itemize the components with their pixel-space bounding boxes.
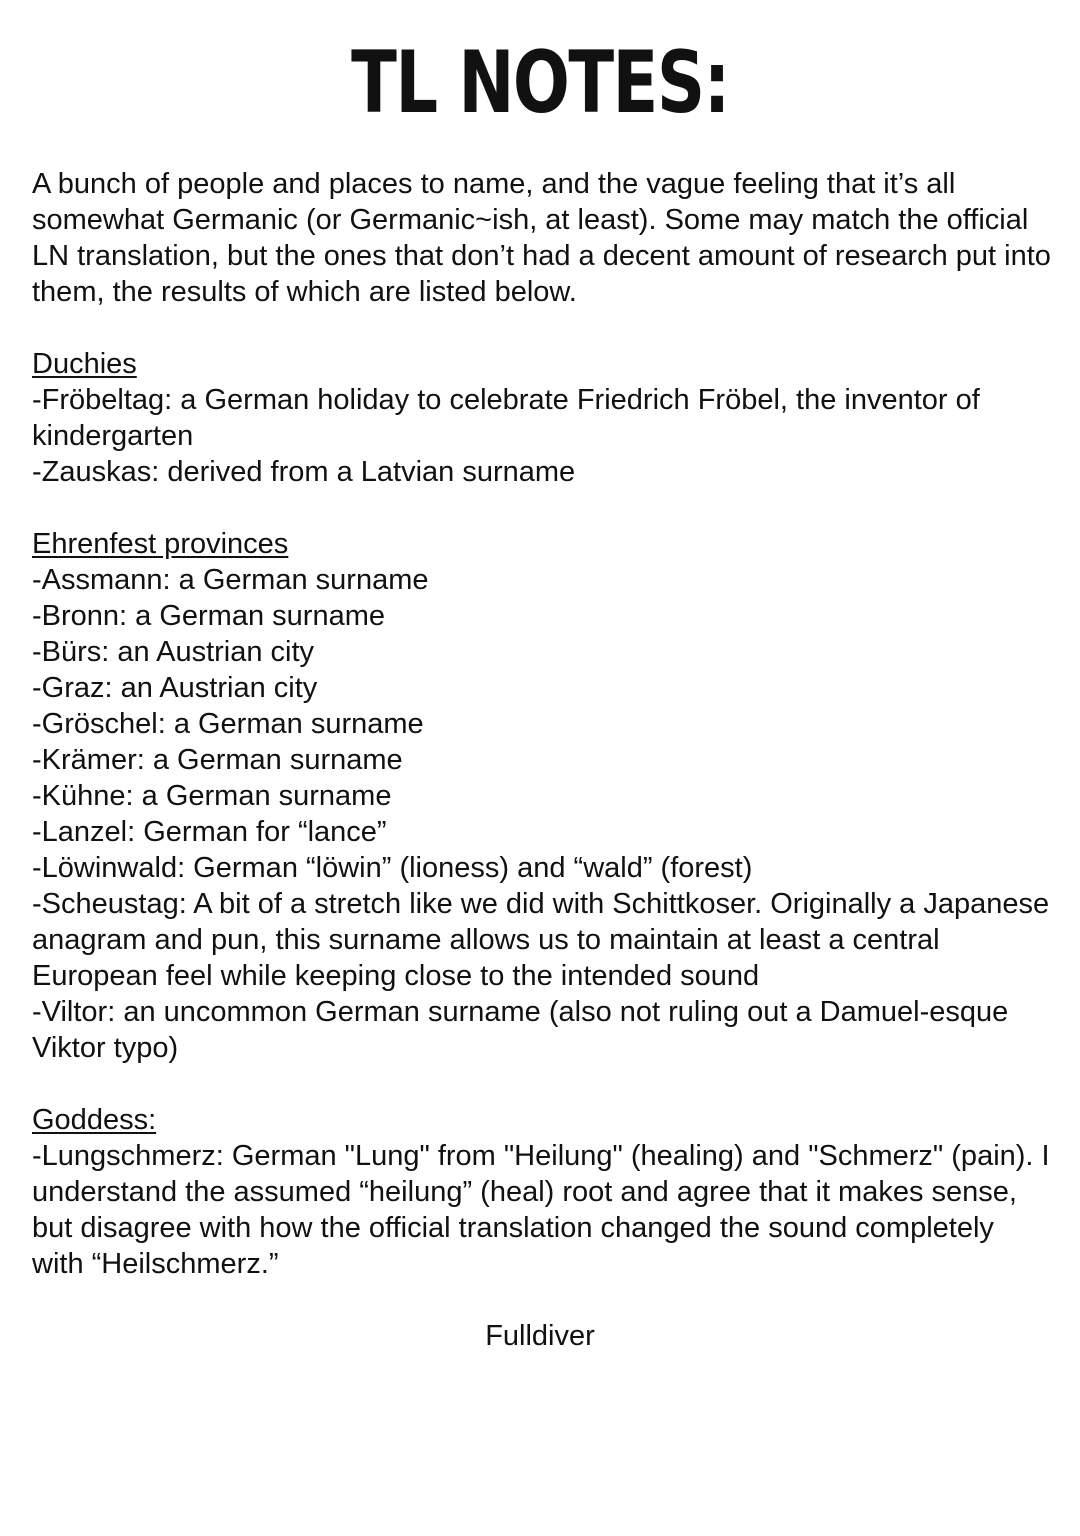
- notes-body: [32, 166, 1052, 1318]
- entry-bronn: -Bronn: a German surname: [32, 600, 385, 632]
- entry-kuhne: -Kühne: a German surname: [32, 780, 392, 812]
- entry-burs: -Bürs: an Austrian city: [32, 636, 315, 668]
- entry-zauskas: -Zauskas: derived from a Latvian surname: [32, 456, 576, 488]
- entry-assmann: -Assmann: a German surname: [32, 564, 429, 596]
- entry-lungschmerz: -Lungschmerz: German "Lung" from "Heilung" (healing) and "Schmerz" (pain). I understand the assumed “heilung” (heal) root and agree that it makes sense, but disagree with how the official translation changed the sound completely with “Heilschmerz.”: [32, 1140, 1050, 1280]
- entry-scheustag: -Scheustag: A bit of a stretch like we did with Schittkoser. Originally a Japanese anagram and pun, this surname allows us to maintain at least a central European feel while keeping close to the intended sound: [32, 888, 1050, 992]
- section-heading: Duchies: [32, 348, 137, 380]
- section-duchies: [32, 346, 1052, 490]
- entry-viltor: -Viltor: an uncommon German surname (also not ruling out a Damuel-esque Viktor typo): [32, 996, 1009, 1064]
- entry-lanzel: -Lanzel: German for “lance”: [32, 816, 387, 848]
- entry-groschel: -Gröschel: a German surname: [32, 708, 424, 740]
- section-ehrenfest-provinces: [32, 526, 1052, 1066]
- intro-paragraph: A bunch of people and places to name, and the vague feeling that it’s all somewhat Germanic (or Germanic~ish, at least). Some may match the official LN translation, but the ones that don’t had a decent amount of research put into them, the results of which are listed below.: [32, 168, 1051, 308]
- entry-frobeltag: -Fröbeltag: a German holiday to celebrate Friedrich Fröbel, the inventor of kindergarten: [32, 384, 980, 452]
- section-goddess: [32, 1102, 1052, 1282]
- entry-kramer: -Krämer: a German surname: [32, 744, 403, 776]
- section-heading: Ehrenfest provinces: [32, 528, 289, 560]
- page-title: TL NOTES:: [351, 33, 729, 133]
- section-heading: Goddess:: [32, 1104, 157, 1136]
- entry-lowinwald: -Löwinwald: German “löwin” (lioness) and “wald” (forest): [32, 852, 753, 884]
- translator-signature: Fulldiver: [485, 1320, 595, 1352]
- entry-graz: -Graz: an Austrian city: [32, 672, 318, 704]
